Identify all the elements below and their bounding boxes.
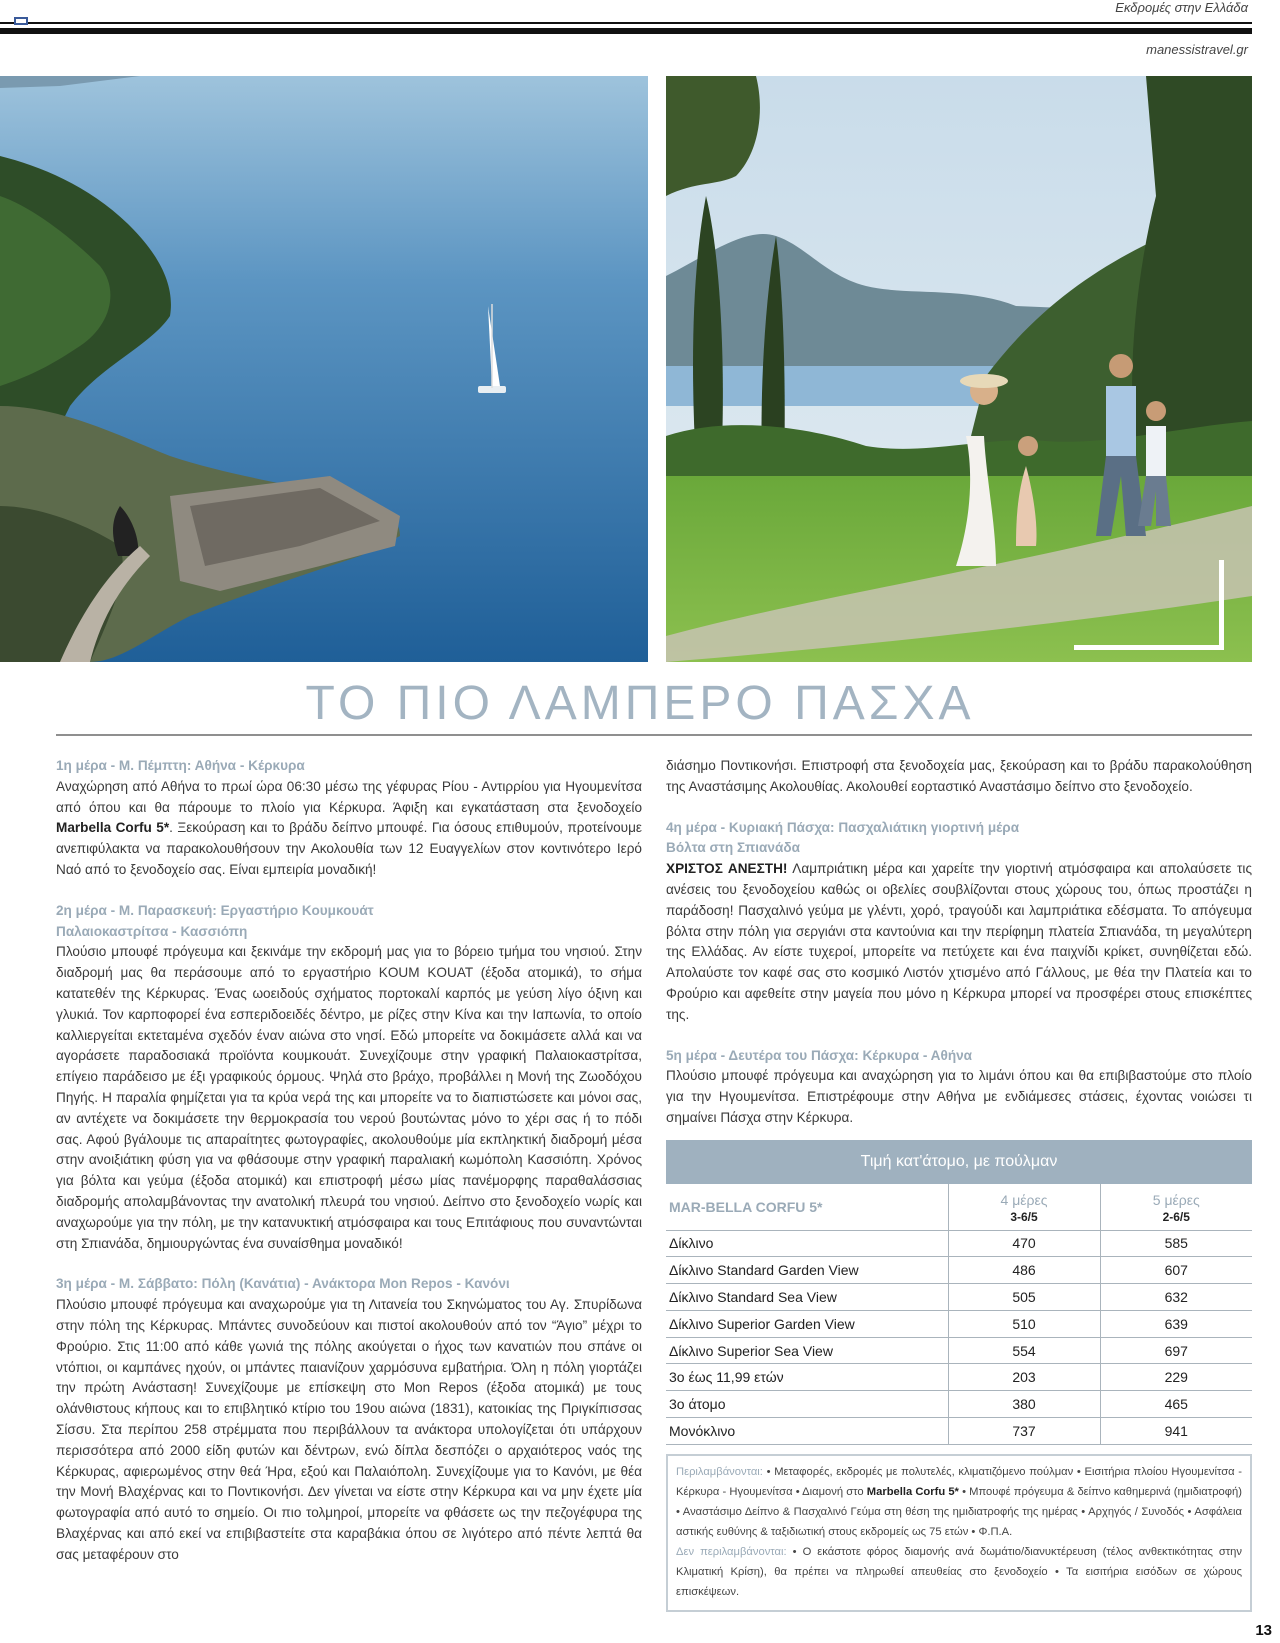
- price-5-days: 639: [1100, 1310, 1252, 1337]
- day-heading: 4η μέρα - Κυριακή Πάσχα: Πασχαλιάτικη γιορτινή μέρα: [666, 819, 1020, 835]
- room-type: Δίκλινο: [666, 1230, 948, 1257]
- table-row: [666, 1257, 1252, 1284]
- price-5-days: 607: [1100, 1257, 1252, 1284]
- header-rule-thin: [0, 22, 1252, 24]
- day-2: [56, 901, 642, 1255]
- price-5-days: 465: [1100, 1391, 1252, 1418]
- price-4-days: 510: [948, 1310, 1100, 1337]
- price-5-days: 697: [1100, 1337, 1252, 1364]
- column-4-days: [948, 1184, 1100, 1230]
- header-rule-thick: [0, 28, 1252, 34]
- header-marker-icon: [14, 17, 28, 25]
- price-grid: [666, 1184, 1252, 1445]
- price-header-row: [666, 1184, 1252, 1230]
- includes-text: • Μπουφέ πρόγευμα & δείπνο καθημερινά (ημιδιατροφή) • Αναστάσιμο Δείπνο & Πασχαλινό Γεύμα στη θέση της ημιδιατροφής της ημέρας • Αρχηγός / Συνοδός • Ασφάλεια αστικής ευθύνης & ταξιδιωτική στους εκδρομείς ως 75 ετών • Φ.Π.Α.: [676, 1486, 1242, 1538]
- day-text-part: . Ξεκούραση και το βράδυ δείπνο μπουφέ. Για όσους επιθυμούν, προτείνουμε ανεπιφύλακτα να παρακολουθήσουν την Ακολουθία των 12 Ευαγγελίων στον κοντινότερο Ιερό Ναό από το ξενοδοχείο σας. Είναι εμπειρία μοναδική!: [56, 820, 642, 877]
- day-text-part: Αναχώρηση από Αθήνα το πρωί ώρα 06:30 μέσω της γέφυρας Ρίου - Αντιρρίου για Ηγουμενίτσα από όπου και θα πάρουμε το πλοίο για Κέρκυρα. Άφιξη και εγκατάσταση στα ξενοδοχείο: [56, 778, 642, 815]
- room-type: Δίκλινο Standard Sea View: [666, 1284, 948, 1311]
- itinerary-left-column: [56, 756, 642, 1585]
- price-4-days: 486: [948, 1257, 1100, 1284]
- column-5-days: [1100, 1184, 1252, 1230]
- price-4-days: 505: [948, 1284, 1100, 1311]
- column-days-label: 5 μέρες: [1152, 1191, 1200, 1208]
- day-subheading: Βόλτα στη Σπιανάδα: [666, 840, 800, 856]
- day-heading: 3η μέρα - Μ. Σάββατο: Πόλη (Κανάτια) - Ανάκτορα Mon Repos - Κανόνι: [56, 1276, 510, 1292]
- room-type: Δίκλινο Standard Garden View: [666, 1257, 948, 1284]
- table-row: [666, 1284, 1252, 1311]
- price-4-days: 470: [948, 1230, 1100, 1257]
- corner-frame: [1074, 560, 1224, 650]
- excludes-text: • Ο εκάστοτε φόρος διαμονής ανά δωμάτιο/διανυκτέρευση (τέλος ανθεκτικότητας στην Κλιματική Κρίση), θα πρέπει να πληρωθεί απευθείας στο ξενοδοχείο • Τα εισιτήρια εισόδων σε χώρους επισκέψεων.: [676, 1546, 1242, 1598]
- section-title: Εκδρομές στην Ελλάδα: [1115, 0, 1248, 15]
- price-4-days: 203: [948, 1364, 1100, 1391]
- day-text: διάσημο Ποντικονήσι. Επιστροφή στα ξενοδοχεία μας, ξεκούραση και το βράδυ παρακολούθηση της Αναστάσιμης Ακολουθίας. Ακολουθεί εορταστικό Αναστάσιμο δείπνο στο ξενοδοχείο.: [666, 758, 1252, 794]
- day-text: Πλούσιο μπουφέ πρόγευμα και ξεκινάμε την εκδρομή μας για το βόρειο τμήμα του νησιού. Στην διαδρομή μας θα περάσουμε από το εργαστήριο KOUM KOUAT (έξοδα ατομικά), το σήμα κατατεθέν της Κέρκυρας. Ένας ωοειδούς σχήματος πορτοκαλί καρπός με γεύση λίγο όξινη και γλυκιά. Τον καρποφορεί ένα εσπεριδοειδές δέντρο, με ρίζες στην Κίνα και την Ιαπωνία, το οποίο καλλιεργείται εκτεταμένα σχεδόν έναν αιώνα στο νησί. Εδώ μπορείτε να δοκιμάσετε αλλά και να αγοράσετε παραδοσιακά προϊόντα κουμκουάτ. Συνεχίζουμε στην γραφική Παλαιοκαστρίτσα, επίγειο παράδεισο με έξι γραφικούς όρμους. Ψηλά στο βράχο, προβάλλει η Μονή της Ζωοδόχου Πηγής. Η παραλία φημίζεται για τα κρύα νερά της και μπορείτε να το διαπιστώσετε και μόνοι σας, αν αντέχετε να δοκιμάσετε την θερμοκρασία του νερού βουτώντας μόνο το χέρι σας ή το πόδι σας. Αφού βγάλουμε τις απαραίτητες φωτογραφίες, ακολουθούμε μία εκπληκτική διαδρομή μέσα στην ανοιξιάτικη φύση για να φθάσουμε στην γραφική παραλιακή κωμόπολη Κασσιόπη. Χρόνος για βόλτα και γεύμα (έξοδα ατομικά) και επιστροφή μέσω μίας πανέμορφης παραθαλάσσιας διαδρομής απολαμβάνοντας την ανατολική πλευρά του νησιού. Δείπνο στο ξενοδοχείο νωρίς και αναχωρούμε για την πόλη, με την κατανυκτική ατμόσφαιρα και τους Επιτάφιους που συναντώνται στη Σπιανάδα, δημιουργώντας ένα συναίσθημα μοναδικό!: [56, 944, 642, 1251]
- room-type: Δίκλινο Superior Garden View: [666, 1310, 948, 1337]
- includes-text: • Μεταφορές, εκδρομές με πολυτελές, κλιματιζόμενο πούλμαν • Εισιτήρια πλοίου Ηγουμενίτσα - Κέρκυρα - Ηγουμενίτσα • Διαμονή στο: [676, 1466, 1242, 1498]
- price-5-days: 229: [1100, 1364, 1252, 1391]
- day-3: [56, 1274, 642, 1565]
- table-row: [666, 1310, 1252, 1337]
- family-photo: [666, 76, 1252, 662]
- day-4: [666, 818, 1252, 1026]
- room-type: 3ο άτομο: [666, 1391, 948, 1418]
- room-type: 3ο έως 11,99 ετών: [666, 1364, 948, 1391]
- page-number: 13: [1255, 1622, 1272, 1639]
- day-text: [666, 859, 1252, 1025]
- day-3-continued: [666, 756, 1252, 798]
- day-5: [666, 1046, 1252, 1129]
- price-5-days: 632: [1100, 1284, 1252, 1311]
- page-title: ΤΟ ΠΙΟ ΛΑΜΠΕΡΟ ΠΑΣΧΑ: [305, 677, 975, 730]
- hotel-header: MAR-BELLA CORFU 5*: [666, 1184, 948, 1230]
- table-row: [666, 1230, 1252, 1257]
- coast-photo: [0, 76, 648, 662]
- title-rule: [56, 734, 1252, 736]
- column-dates-label: 2-6/5: [1162, 1209, 1190, 1224]
- price-4-days: 737: [948, 1418, 1100, 1445]
- room-type: Μονόκλινο: [666, 1418, 948, 1445]
- table-row: [666, 1391, 1252, 1418]
- table-row: [666, 1364, 1252, 1391]
- day-text: Πλούσιο μπουφέ πρόγευμα και αναχωρούμε για τη Λιτανεία του Σκηνώματος του Αγ. Σπυρίδωνα στην πόλη της Κέρκυρας. Μπάντες συνοδεύουν και πιστοί ακολουθούν από τον “Άγιο” μέχρι το Φρούριο. Στις 11:00 από κάθε γωνιά της πόλης ακούγεται ο ήχος των κανατιών που σπάνε οι ντόπιοι, οι καμπάνες ηχούν, οι μπάντες παιανίζουν χαρμόσυνα εμβατήρια. Όλη η πόλη γιορτάζει την πρώτη Ανάσταση! Συνεχίζουμε με επίσκεψη στο Mon Repos (έξοδα ατομικά) με τους ολάνθιστους κήπους και το επιβλητικό κτίριο του 19ου αιώνα (1831), κατοικίας της Πριγκίπισσας Σίσσυ. Στα περίπου 258 στρέμματα που περιβάλλουν τα ανάκτορα υπολογίζεται ότι υπάρχουν περισσότερα από 2000 είδη φυτών και δέντρων, ενώ δίπλα δεσπόζει ο αρχαιότερος ναός της Κέρκυρας, αφιερωμένος στην θεά Ήρα, εξού και Παλαιόπολη. Συνεχίζουμε για το Κανόνι, με θέα την Μονή Βλαχέρνας και το Ποντικονήσι. Δεν γίνεται να είστε στην Κέρκυρα και να μην έχετε μία φωτογραφία από αυτό το σημείο. Οι πιο τολμηροί, μπορείτε να φθάσετε ως την πεζογέφυρα της Βλαχέρνας και από εκεί να επιβιβαστείτε στα καραβάκια όπου σε λιγότερο από πέντε λεπτά θα σας μεταφέρουν στο: [56, 1297, 642, 1562]
- includes-label: Περιλαμβάνονται:: [676, 1466, 763, 1478]
- itinerary-right-column: [666, 756, 1252, 1149]
- price-5-days: 585: [1100, 1230, 1252, 1257]
- price-4-days: 380: [948, 1391, 1100, 1418]
- price-table: [666, 1140, 1252, 1445]
- room-type: Δίκλινο Superior Sea View: [666, 1337, 948, 1364]
- day-subheading: Παλαιοκαστρίτσα - Κασσιόπη: [56, 923, 248, 939]
- hotel-name: Marbella Corfu 5*: [866, 1486, 959, 1498]
- inclusions-box: [666, 1454, 1252, 1612]
- day-heading: 5η μέρα - Δευτέρα του Πάσχα: Κέρκυρα - Αθήνα: [666, 1047, 973, 1063]
- price-5-days: 941: [1100, 1418, 1252, 1445]
- easter-greeting: ΧΡΙΣΤΟΣ ΑΝΕΣΤΗ!: [666, 861, 788, 877]
- column-days-label: 4 μέρες: [1000, 1191, 1048, 1208]
- table-row: [666, 1337, 1252, 1364]
- website-label: manessistravel.gr: [1146, 42, 1248, 57]
- hotel-name: Marbella Corfu 5*: [56, 820, 170, 836]
- day-heading: 2η μέρα - Μ. Παρασκευή: Εργαστήριο Κουμκουάτ: [56, 902, 374, 918]
- price-table-title: Τιμή κατ'άτομο, με πούλμαν: [666, 1140, 1252, 1184]
- price-4-days: 554: [948, 1337, 1100, 1364]
- column-dates-label: 3-6/5: [1010, 1209, 1038, 1224]
- day-text: Πλούσιο μπουφέ πρόγευμα και αναχώρηση για το λιμάνι όπου και θα επιβιβαστούμε στο πλοίο για την Ηγουμενίτσα. Επιστρέφουμε στην Αθήνα με ενδιάμεσες στάσεις, έχοντας νοιώσει τι σημαίνει Πάσχα στην Κέρκυρα.: [666, 1068, 1252, 1125]
- day-text: [56, 777, 642, 881]
- day-text-part: Λαμπριάτικη μέρα και χαρείτε την γιορτινή ατμόσφαιρα και απολαύσετε τις ανέσεις του ξενοδοχείου καθώς οι οβελίες σουβλίζονται στους χώρους του, όπως προστάζει η παράδοση! Πασχαλινό γεύμα με γλέντι, χορό, τραγούδι και λαμπριάτικα εδέσματα. Το απόγευμα βόλτα στην πόλη για σεργιάνι στα καντούνια και την περίφημη πλατεία Σπιανάδα, τη μεγαλύτερη της Ελλάδας. Αν είστε τυχεροί, μπορείτε να πετύχετε και ένα παιχνίδι κρίκετ, συνηθίζεται εδώ. Απολαύστε τον καφέ σας στο κοσμικό Λιστόν χτισμένο από Γάλλους, με θέα την Πλατεία και το Φρούριο και αφεθείτε στην μαγεία που μόνο η Κέρκυρα μπορεί να προσφέρει στους επισκέπτες της.: [666, 861, 1252, 1022]
- table-row: [666, 1418, 1252, 1445]
- day-heading: 1η μέρα - Μ. Πέμπτη: Αθήνα - Κέρκυρα: [56, 758, 305, 773]
- day-1: [56, 756, 642, 881]
- excludes-label: Δεν περιλαμβάνονται:: [676, 1546, 787, 1558]
